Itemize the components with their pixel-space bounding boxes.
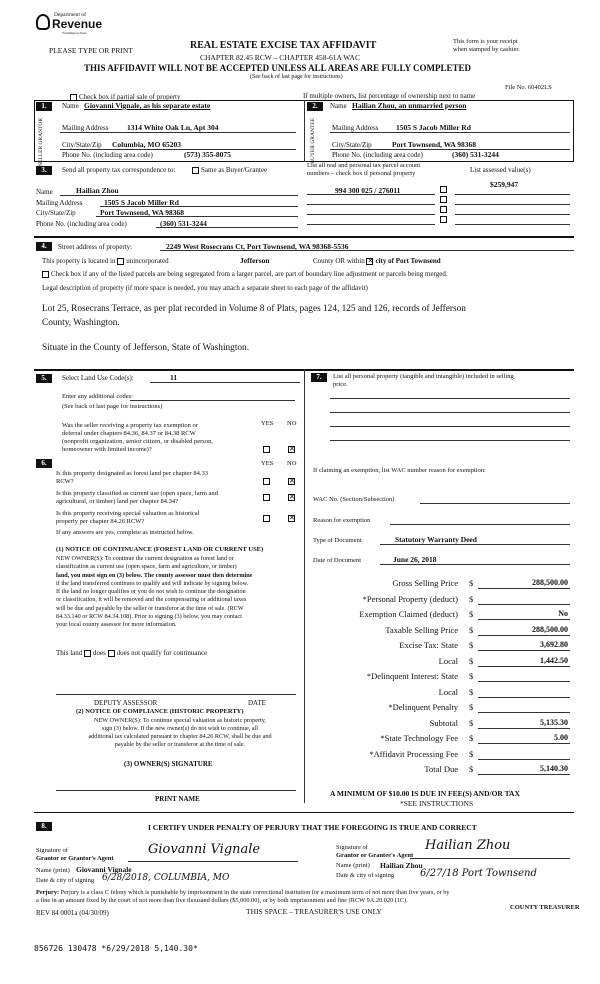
grantor-sig-label-2: Grantor or Grantor's Agent xyxy=(36,855,114,862)
street-label: Street address of property: xyxy=(58,243,133,251)
forest-no-checkbox[interactable] xyxy=(288,477,297,485)
corr-mailing: 1505 S Jacob Miller Rd xyxy=(104,198,179,207)
grantor-name: Giovanni Vignale xyxy=(76,865,132,874)
print-name-label: PRINT NAME xyxy=(155,795,200,803)
additional-codes-label: Enter any additional codes: xyxy=(62,393,133,400)
corr-city-label: City/State/Zip xyxy=(36,209,76,217)
parcel-checkbox-1[interactable] xyxy=(440,186,447,193)
doc-date: June 26, 2018 xyxy=(393,555,437,564)
sec6-q2-line2: agricultural, or timber) land per chapter 84.34? xyxy=(56,498,179,505)
tax-row-currency: $ xyxy=(469,686,474,697)
buyer-city: Port Townsend, WA 98368 xyxy=(392,140,477,149)
tax-row-line xyxy=(478,666,570,667)
logo-word: Revenue xyxy=(52,17,103,31)
sec6-q3-line2: property per chapter 84.26 RCW? xyxy=(56,518,145,525)
wac-claim-label: If claiming an exemption, list WAC number reason for exemption: xyxy=(313,467,486,474)
tax-row-label: *Affidavit Processing Fee xyxy=(369,748,458,759)
doc-type: Statutory Warranty Deed xyxy=(395,535,477,544)
tax-row-currency: $ xyxy=(469,624,474,635)
legal-line-1: Lot 25, Rosecrans Terrace, as per plat recorded in Volume 8 of Plats, pages 124, 125 and 126, records of Jefferson xyxy=(42,304,466,314)
file-number: File No. 60402LS xyxy=(505,84,552,91)
tax-row-currency: $ xyxy=(469,671,474,681)
grantor-name-label: Name (print) xyxy=(36,867,70,874)
tax-row-currency: $ xyxy=(469,733,474,743)
owner-signature-label: (3) OWNER(S) SIGNATURE xyxy=(124,760,213,768)
exemption-q3: (nonprofit organization, senior citizen, or disabled person, xyxy=(62,438,213,445)
corr-phone: (360) 531-3244 xyxy=(160,219,207,228)
tax-row-line xyxy=(478,712,570,713)
parcel-checkbox-4[interactable] xyxy=(440,216,447,223)
forest-yes-checkbox[interactable] xyxy=(263,477,272,485)
parcel-checkboxes xyxy=(440,186,449,223)
seller-phone: (573) 355-8075 xyxy=(184,150,231,159)
tax-row-label: *State Technology Fee xyxy=(380,733,458,743)
tax-row-line xyxy=(478,619,570,620)
tax-row-currency: $ xyxy=(469,578,474,588)
buyer-phone-label: Phone No. (including area code) xyxy=(332,151,423,159)
grantor-date-label: Date & city of signing xyxy=(36,877,95,884)
seller-mailing-label: Mailing Address xyxy=(62,124,109,132)
does-checkbox[interactable] xyxy=(84,650,91,657)
parcel-checkbox-2[interactable] xyxy=(440,196,447,203)
historic-yes-checkbox[interactable] xyxy=(263,514,272,522)
logo-emblem-icon xyxy=(36,14,50,30)
sec6-no-header: NO xyxy=(287,460,297,467)
corr-city: Port Townsend, WA 98368 xyxy=(100,208,185,217)
tax-row-label: *Delinquent Penalty xyxy=(388,702,458,712)
dor-logo xyxy=(36,12,103,38)
legal-line-2: County, Washington. xyxy=(42,318,120,328)
treasurer-space-label: THIS SPACE – TREASURER'S USE ONLY xyxy=(246,907,382,916)
segregated-checkbox[interactable] xyxy=(42,271,49,278)
grantee-date: 6/27/18 Port Townsend xyxy=(420,868,537,879)
form-warning: THIS AFFIDAVIT WILL NOT BE ACCEPTED UNLESS ALL AREAS ARE FULLY COMPLETED xyxy=(84,63,472,73)
grantee-date-label: Date & city of signing xyxy=(336,872,395,879)
form-revision: REV 84 0001a (04/30/09) xyxy=(36,909,109,917)
notice2-title: (2) NOTICE OF COMPLIANCE (HISTORIC PROPERTY) xyxy=(76,708,244,715)
grantor-sig-label-1: Signature of xyxy=(36,847,68,854)
seller-name-label: Name xyxy=(62,102,79,110)
perjury-text: Perjury: Perjury is a class C felony which is punishable by imprisonment in the state correctional institution for a maximum term of not more than five years, or by a fine in an amount fixed by the court of not more than five thousand dollars ($5,000.00), or by both imprisonment and fine (RCW 9A.20.020 (1C). xyxy=(36,889,450,904)
land-use-code: 11 xyxy=(170,373,178,382)
tax-row-label: Exemption Claimed (deduct) xyxy=(359,609,458,619)
accounts-label-1: List all real and personal tax parcel account xyxy=(307,162,421,169)
tax-row-line xyxy=(478,697,570,698)
this-land-row: This land does does not qualify for continuance xyxy=(56,649,208,657)
personal-property-label-2: price. xyxy=(333,381,348,388)
section-4-badge: 4. xyxy=(36,242,52,251)
tax-row-line xyxy=(478,774,570,775)
exemption-q4: homeowner with limited income)? xyxy=(62,446,152,453)
seller-name: Giovanni Vignale, as his separate estate xyxy=(84,101,211,110)
grantee-sig-label-2: Grantor or Grantee's Agent xyxy=(336,852,414,859)
minimum-note: A MINIMUM OF $10.00 IS DUE IN FEE(S) AND/OR TAX xyxy=(330,789,520,798)
tax-row-value: 3,692.80 xyxy=(540,640,568,649)
sec6-q1-line1: Is this property designated as forest land per chapter 84.33 xyxy=(56,470,208,477)
wac-no-label: WAC No. (Section/Subsection) xyxy=(313,496,395,503)
property-county: Jefferson xyxy=(240,256,270,265)
grantee-signature: Hailian Zhou xyxy=(425,838,511,853)
exemption-yes-checkbox[interactable] xyxy=(263,445,272,453)
buyer-city-label: City/State/Zip xyxy=(332,141,372,149)
section-5-badge: 5. xyxy=(36,374,52,383)
tax-row-line xyxy=(478,588,570,589)
sec6-q3-line1: Is this property receiving special valuation as historical xyxy=(56,510,200,517)
grantee-sig-label-1: Signature of xyxy=(336,844,368,851)
form-subtitle: CHAPTER 82.45 RCW – CHAPTER 458-61A WAC xyxy=(200,53,360,62)
section-6-badge: 6. xyxy=(36,459,52,468)
sec6-q2-line1: Is this property classified as current use (open space, farm and xyxy=(56,490,218,497)
tax-row-label: Excise Tax: State xyxy=(399,640,458,650)
tax-row-value: 288,500.00 xyxy=(532,624,568,634)
parcel-account: 994 300 025 / 276011 xyxy=(335,186,401,195)
section-7-badge: 7. xyxy=(311,373,327,382)
reason-label: Reason for exemption xyxy=(313,517,371,524)
buyer-phone: (360) 531-3244 xyxy=(452,150,499,159)
same-as-buyer-checkbox[interactable] xyxy=(192,167,199,174)
tax-row-currency: $ xyxy=(469,748,474,759)
section-2-badge: 2. xyxy=(307,102,323,111)
tax-row-currency: $ xyxy=(469,640,474,650)
buyer-name: Hailian Zhou, an unmarried person xyxy=(352,101,467,110)
grantor-signature: Giovanni Vignale xyxy=(148,842,261,857)
county-treasurer-label: COUNTY TREASURER xyxy=(510,904,580,911)
legal-line-3: Situate in the County of Jefferson, State of Washington. xyxy=(42,343,250,353)
current-use-yes-checkbox[interactable] xyxy=(263,493,272,501)
tax-row-currency: $ xyxy=(469,717,474,728)
accounts-label-2: numbers – check box if personal property xyxy=(307,170,416,177)
tax-row-value: No xyxy=(558,609,568,618)
tax-row-value: 5,135.30 xyxy=(540,717,568,727)
logo-sub-text: Washington State xyxy=(62,31,87,35)
corr-same-row: Same as Buyer/Grantee xyxy=(192,166,267,174)
legal-label: Legal description of property (if more space is needed, you may attach a separate sheet to each page of the affidavit) xyxy=(42,284,368,292)
certify-statement: I CERTIFY UNDER PENALTY OF PERJURY THAT THE FOREGOING IS TRUE AND CORRECT xyxy=(148,823,477,832)
located-row: This property is located in unincorporated xyxy=(42,257,169,265)
tax-row-line xyxy=(478,604,570,605)
notice1-title: (1) NOTICE OF CONTINUANCE (FOREST LAND OR CURRENT USE) xyxy=(56,546,264,553)
doc-type-label: Type of Document xyxy=(313,537,362,544)
land-use-label: Select Land Use Code(s): xyxy=(62,374,134,382)
buyer-side-label: BUYER GRANTEE xyxy=(310,118,316,164)
grantor-date: 6/28/2018, COLUMBIA, MO xyxy=(102,873,230,883)
corr-mailing-label: Mailing Address xyxy=(36,199,83,207)
unincorporated-checkbox[interactable] xyxy=(117,258,124,265)
tax-row-label: Subtotal xyxy=(429,717,458,728)
tax-row-line xyxy=(478,728,570,729)
grantee-name-label: Name (print) xyxy=(336,862,370,869)
section-1-badge: 1. xyxy=(36,102,52,111)
tax-row-line xyxy=(478,759,570,760)
seller-mailing: 1314 White Oak Ln, Apt 304 xyxy=(127,123,219,132)
current-use-no-checkbox[interactable] xyxy=(288,493,297,501)
seller-phone-label: Phone No. (including area code) xyxy=(62,151,153,159)
deputy-assessor-label: DEPUTY ASSESSOR xyxy=(94,699,158,707)
seller-city: Columbia, MO 65203 xyxy=(112,140,181,149)
corr-label: Send all property tax correspondence to: xyxy=(62,166,176,174)
exemption-no-checkbox[interactable] xyxy=(288,445,297,453)
segregated-row: Check box if any of the listed parcels are being segregated from a larger parcel, are part of boundary line adjustment or parcels being merged. xyxy=(42,270,448,278)
doc-date-label: Date of Document xyxy=(313,557,362,564)
notice1-body: NEW OWNER(S): To continue the current designation as forest land or classification as current use (open space, farm and agriculture, or timber) land, you must sign on (3) below. The county assessor must then determine if the land transferred continues to qualify and will indicate by signing below. If the land no longer qualifies or you do not wish to continue the designation or classification, it will be removed and the compensating or additional taxes will be due and payable by the seller or transferor at the time of sale. (RCW 84.33.140 or RCW 84.34.108). Prior to signing (3) below, you may contact your local county assessor for more information. xyxy=(56,555,253,629)
please-type: PLEASE TYPE OR PRINT xyxy=(49,46,133,55)
sec6-note: If any answers are yes, complete as instructed below. xyxy=(56,529,194,536)
sec6-q1-line2: RCW? xyxy=(56,478,74,485)
tax-row-label: Local xyxy=(438,686,458,697)
seller-city-label: City/State/Zip xyxy=(62,141,102,149)
sec6-yes-header: YES xyxy=(261,460,274,467)
exemption-q2: deferral under chapters 84.36, 84.37 or 84.38 RCW xyxy=(62,430,196,437)
corr-phone-label: Phone No. (including area code) xyxy=(36,220,127,228)
tax-row-value: 288,500.00 xyxy=(532,578,568,587)
tax-row-currency: $ xyxy=(469,655,474,666)
tax-row-label: Gross Selling Price xyxy=(392,578,458,588)
grantee-name: Hailian Zhou xyxy=(380,861,423,870)
logo-top-text: Department of xyxy=(54,12,86,18)
tax-row-label: Local xyxy=(438,655,458,666)
corr-name: Hailian Zhou xyxy=(76,186,119,195)
tax-row-currency: $ xyxy=(469,609,474,619)
see-instructions-note: *SEE INSTRUCTIONS xyxy=(400,799,474,808)
historic-no-checkbox[interactable] xyxy=(288,514,297,522)
tax-row-label: *Delinquent Interest: State xyxy=(366,671,458,681)
tax-row-line xyxy=(478,650,570,651)
deputy-date-label: DATE xyxy=(248,699,266,707)
tax-row-currency: $ xyxy=(469,702,474,712)
tax-row-currency: $ xyxy=(469,593,474,604)
tax-row-value: 5,140.30 xyxy=(540,764,568,773)
notice2-body: NEW OWNER(S): To continue special valuation as historic property, sign (3) below. If the new owner(s) do not wish to continue, all additional tax calculated pursuant to chapter 84.26 RCW, shall be due and payable by the seller or transferor at the time of sale. xyxy=(88,717,272,748)
exemption-q1: Was the seller receiving a property tax exemption or xyxy=(62,422,198,429)
county-or-label: County OR within ✕ city of Port Townsend xyxy=(313,257,441,265)
tax-row-label: *Personal Property (deduct) xyxy=(362,593,458,604)
form-title: REAL ESTATE EXCISE TAX AFFIDAVIT xyxy=(190,40,377,51)
tax-row-line xyxy=(478,681,570,682)
buyer-name-label: Name xyxy=(330,102,347,110)
parcel-checkbox-3[interactable] xyxy=(440,206,447,213)
personal-property-label-1: List all personal property (tangible and intangible) included in selling xyxy=(333,373,514,380)
corr-name-label: Name xyxy=(36,188,53,196)
assessed-value: $259,947 xyxy=(490,180,519,189)
section-8-badge: 8. xyxy=(36,822,52,831)
assessed-label: List assessed value(s) xyxy=(470,166,531,174)
does-not-checkbox[interactable] xyxy=(108,650,115,657)
property-street: 2249 West Rosecrans Ct, Port Townsend, WA 98368-5536 xyxy=(166,242,349,251)
seller-side-label: SELLER GRANTOR xyxy=(38,118,44,167)
city-checkbox[interactable] xyxy=(366,258,373,265)
tax-row-value: 1,442.50 xyxy=(540,655,568,665)
buyer-mailing-label: Mailing Address xyxy=(332,124,379,132)
tax-row-value: 5.00 xyxy=(554,733,568,742)
tax-row-currency: $ xyxy=(469,764,474,774)
sec5-no-header: NO xyxy=(287,420,297,427)
sec5-yes-header: YES xyxy=(261,420,274,427)
receipt-note-1: This form is your receipt xyxy=(453,38,518,45)
see-back-5: (See back of last page for instructions) xyxy=(62,403,163,410)
see-back-note: (See back of last page for instructions) xyxy=(250,74,343,80)
tax-row-label: Total Due xyxy=(424,764,458,774)
tax-row-label: Taxable Selling Price xyxy=(385,624,458,635)
multiple-owners-note: If multiple owners, list percentage of ownership next to name xyxy=(303,92,476,100)
tax-row-line xyxy=(478,743,570,744)
buyer-mailing: 1505 S Jacob Miller Rd xyxy=(396,123,471,132)
section-3-badge: 3. xyxy=(36,166,52,175)
partial-sale-row: Check box if partial sale of property xyxy=(70,93,180,101)
receipt-stamp: 856726 130478 *6/29/2018 5,140.30* xyxy=(34,944,198,953)
tax-row-line xyxy=(478,635,570,636)
receipt-note-2: when stamped by cashier. xyxy=(453,46,520,53)
